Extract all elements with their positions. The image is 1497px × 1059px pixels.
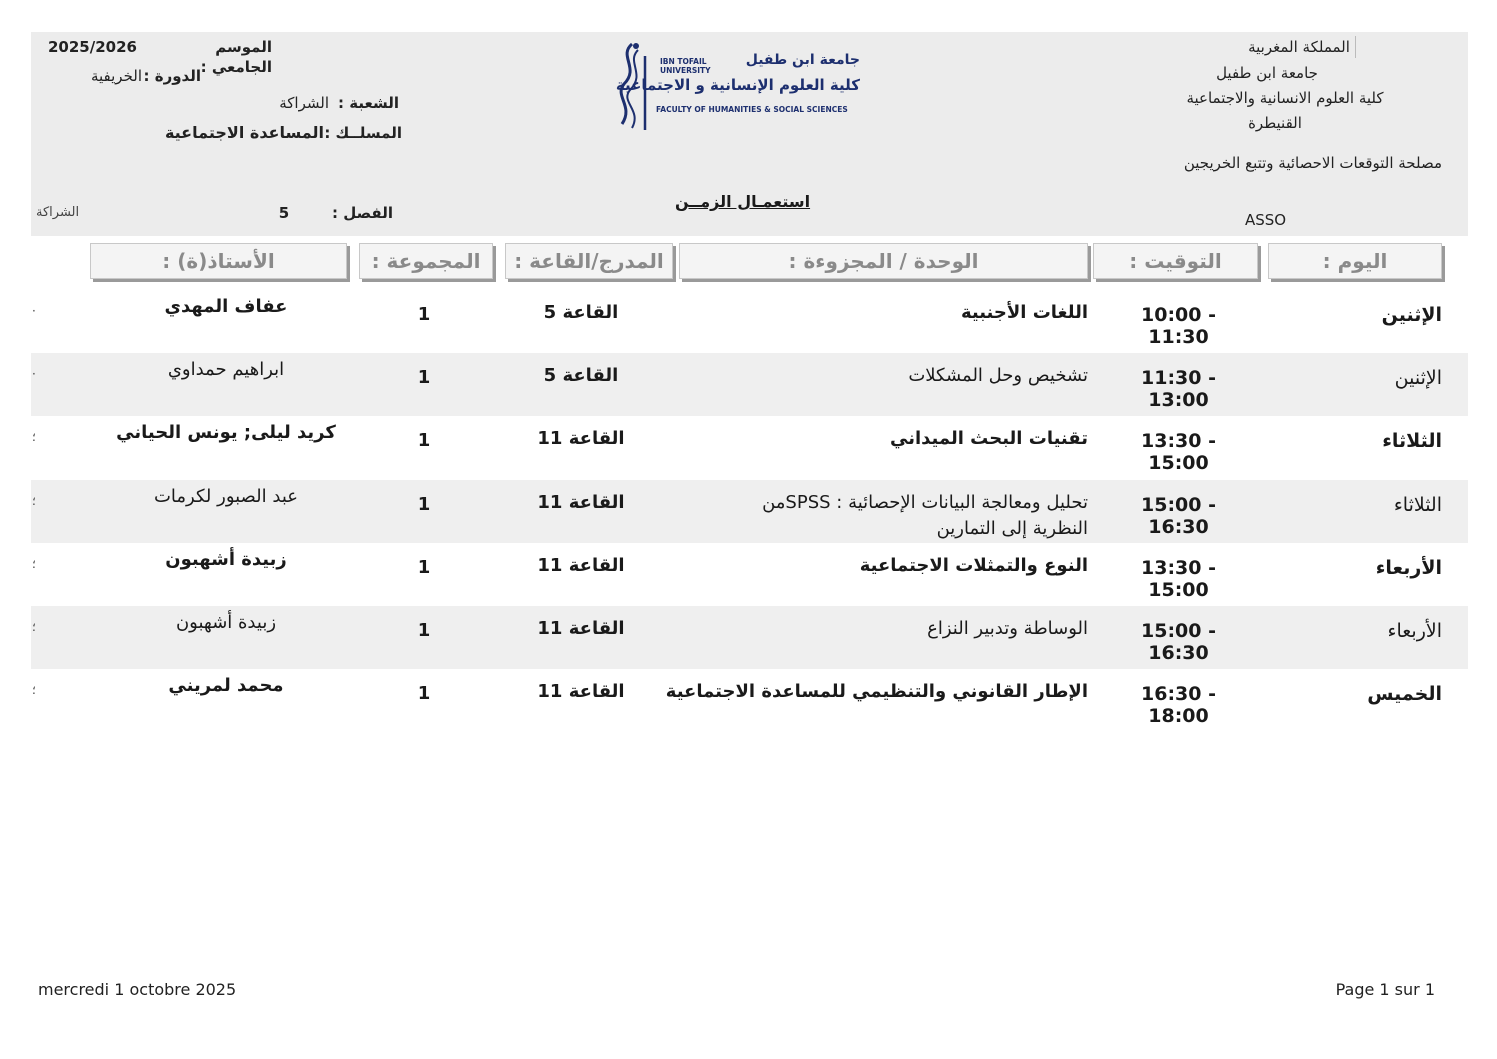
branch-label: الشعبة : xyxy=(338,94,399,112)
row-professor: عفاف المهدي xyxy=(164,296,288,317)
row-day: الإثنين xyxy=(1381,304,1442,326)
row-room: القاعة 11 xyxy=(537,492,625,513)
branch-value: الشراكة xyxy=(279,94,329,112)
table-row xyxy=(31,543,1468,606)
code-label: ASSO xyxy=(1245,211,1287,229)
partner-note: الشراكة xyxy=(36,205,80,220)
table-row xyxy=(31,606,1468,669)
divider xyxy=(1355,36,1356,58)
row-day: الإثنين xyxy=(1394,367,1442,389)
faculty-label: كلية العلوم الانسانية والاجتماعية xyxy=(1186,89,1384,107)
row-day: الأربعاء xyxy=(1387,620,1442,642)
session-value: الخريفية xyxy=(90,67,142,85)
row-professor: محمد لمريني xyxy=(168,675,284,696)
logo-english-line2: FACULTY OF HUMANITIES & SOCIAL SCIENCES xyxy=(656,105,848,114)
season-value: 2025/2026 xyxy=(48,38,137,56)
row-edge-mark: ؛ xyxy=(32,430,36,444)
logo-arabic-line2: كلية العلوم الإنسانية و الاجتماعية xyxy=(615,76,860,94)
row-time: 15:00 - 16:30 xyxy=(1141,494,1216,538)
track-label: المسلــك : xyxy=(324,124,402,142)
col-header-room: المدرج/القاعة : xyxy=(505,243,673,279)
semester-label: الفصل : xyxy=(332,204,393,222)
col-header-day: اليوم : xyxy=(1268,243,1442,279)
row-room: القاعة 11 xyxy=(537,618,625,639)
row-time: 11:30 - 13:00 xyxy=(1141,367,1216,411)
service-label: مصلحة التوقعات الاحصائية وتتبع الخريجين xyxy=(1183,154,1442,172)
col-header-professor: الأستاذ(ة) : xyxy=(90,243,347,279)
row-professor: عبد الصبور لكرمات xyxy=(153,486,298,507)
row-module: الوساطة وتدبير النزاع xyxy=(927,618,1088,639)
row-room: القاعة 11 xyxy=(537,428,625,449)
row-module: الإطار القانوني والتنظيمي للمساعدة الاجتماعية xyxy=(665,681,1088,702)
row-module: النوع والتمثلات الاجتماعية xyxy=(859,555,1088,576)
row-edge-mark: ؛ xyxy=(32,557,36,571)
row-day: الثلاثاء xyxy=(1393,494,1442,516)
row-professor: زبيدة أشهبون xyxy=(175,612,277,633)
row-professor: زبيدة أشهبون xyxy=(165,549,287,570)
city-label: القنيطرة xyxy=(1248,114,1302,132)
row-room: القاعة 5 xyxy=(543,302,619,323)
row-group: 1 xyxy=(417,367,431,388)
row-time: 10:00 - 11:30 xyxy=(1141,304,1216,348)
table-row xyxy=(31,480,1468,543)
table-row xyxy=(31,353,1468,416)
semester-value: 5 xyxy=(278,204,290,222)
col-header-module: الوحدة / المجزوءة : xyxy=(679,243,1088,279)
row-room: القاعة 5 xyxy=(543,365,619,386)
footer-page: Page 1 sur 1 xyxy=(1335,980,1435,999)
university-label: جامعة ابن طفيل xyxy=(1216,64,1318,82)
row-time: 13:30 - 15:00 xyxy=(1141,430,1216,474)
row-professor: ابراهيم حمداوي xyxy=(167,359,285,380)
season-label: الموسم الجامعي : xyxy=(200,38,272,76)
row-day: الأربعاء xyxy=(1375,557,1442,579)
track-value: المساعدة الاجتماعية xyxy=(164,123,324,142)
col-header-time: التوقيت : xyxy=(1093,243,1258,279)
footer-date: mercredi 1 octobre 2025 xyxy=(38,980,237,999)
row-module: اللغات الأجنبية xyxy=(960,302,1088,323)
row-room: القاعة 11 xyxy=(537,555,625,576)
row-module: تحليل ومعالجة البيانات الإحصائية : SPSSمن النظرية إلى التمارين xyxy=(762,492,1088,539)
row-day: الثلاثاء xyxy=(1382,430,1442,452)
row-professor: كريد ليلى; يونس الحياني xyxy=(116,422,336,443)
row-edge-mark: ؛ xyxy=(32,494,36,508)
row-group: 1 xyxy=(417,557,431,578)
row-group: 1 xyxy=(417,683,431,704)
row-edge-mark: ؛ xyxy=(32,620,36,634)
row-time: 16:30 - 18:00 xyxy=(1141,683,1216,727)
session-label: الدورة : xyxy=(143,67,201,85)
table-row xyxy=(31,290,1468,353)
row-day: الخميس xyxy=(1367,683,1442,705)
row-group: 1 xyxy=(417,620,431,641)
row-room: القاعة 11 xyxy=(537,681,625,702)
col-header-group: المجموعة : xyxy=(359,243,493,279)
row-group: 1 xyxy=(417,430,431,451)
row-group: 1 xyxy=(417,494,431,515)
table-row xyxy=(31,669,1468,732)
table-row xyxy=(31,416,1468,479)
kingdom-label: المملكة المغربية xyxy=(1248,38,1350,56)
row-time: 15:00 - 16:30 xyxy=(1141,620,1216,664)
row-edge-mark: ؛ xyxy=(32,683,36,697)
row-group: 1 xyxy=(417,304,431,325)
row-edge-mark: · xyxy=(32,367,36,381)
logo-english-line1: IBN TOFAIL UNIVERSITY xyxy=(660,57,711,75)
logo-arabic-line1: جامعة ابن طفيل xyxy=(745,52,860,68)
row-module: تشخيص وحل المشكلات xyxy=(908,365,1088,386)
university-logo xyxy=(612,40,862,132)
row-time: 13:30 - 15:00 xyxy=(1141,557,1216,601)
row-edge-mark: · xyxy=(32,304,36,318)
row-module: تقنيات البحث الميداني xyxy=(890,428,1088,449)
page-title: استعمـال الزمــن xyxy=(674,192,811,211)
